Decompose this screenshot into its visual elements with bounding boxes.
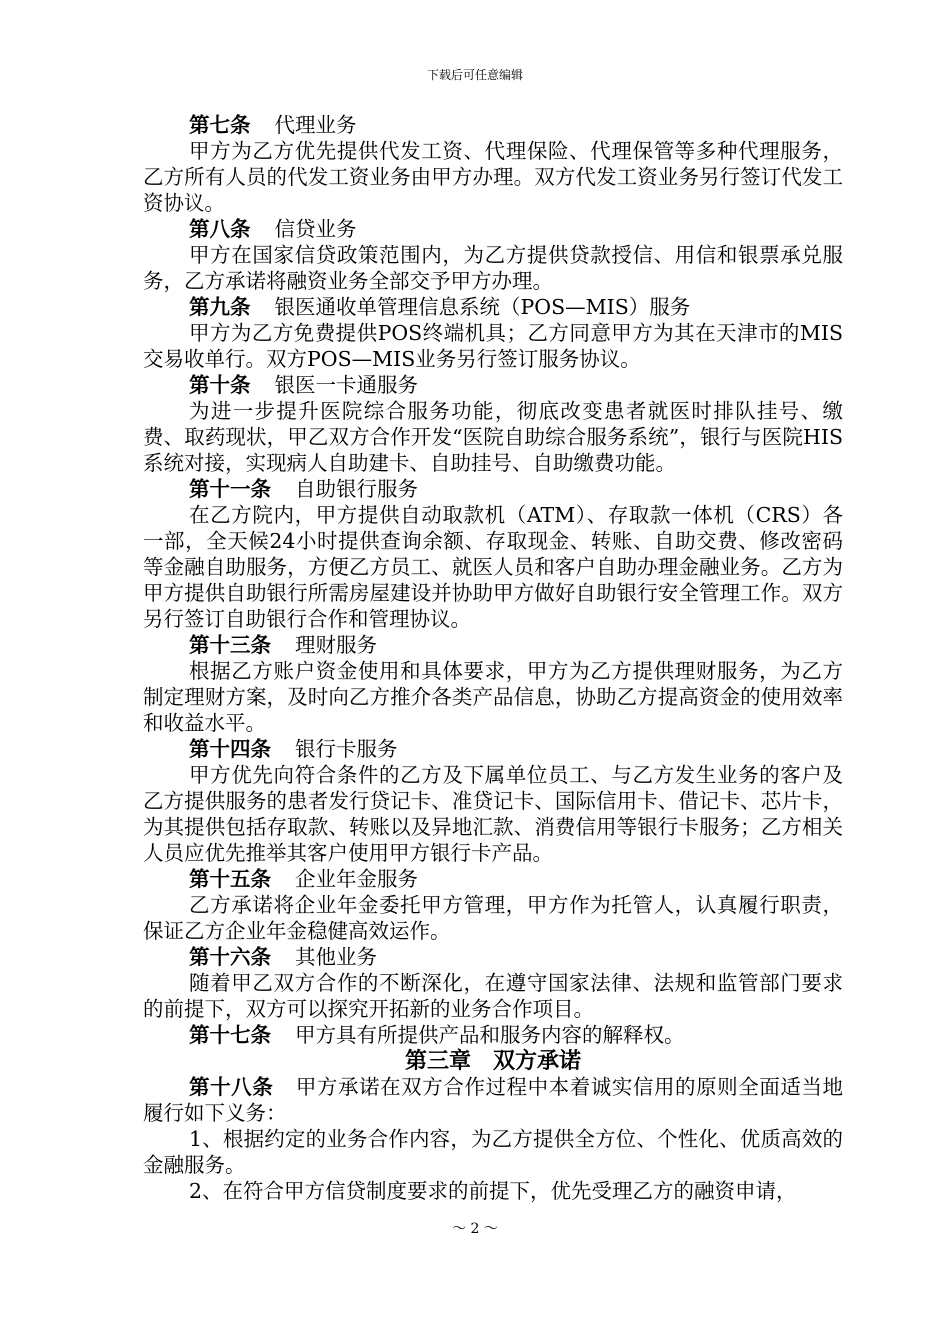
article-body: 乙方承诺将企业年金委托甲方管理，甲方作为托管人，认真履行职责，保证乙方企业年金稳健高效运作。 — [143, 893, 843, 943]
article-body: 为进一步提升医院综合服务功能，彻底改变患者就医时排队挂号、缴费、取药现状，甲乙双方合作开发“医院自助综合服务系统”，银行与医院HIS系统对接，实现病人自助建卡、自助挂号、自助缴费功能。 — [143, 399, 843, 475]
article-body: 甲方为乙方优先提供代发工资、代理保险、代理保管等多种代理服务，乙方所有人员的代发工资业务由甲方办理。双方代发工资业务另行签订代发工资协议。 — [143, 139, 843, 215]
article-heading: 第十四条 银行卡服务 — [189, 737, 398, 761]
page-header: 下载后可任意编辑 — [426, 68, 523, 82]
article-body: 甲方为乙方免费提供POS终端机具；乙方同意甲方为其在天津市的MIS交易收单行。双方POS—MIS业务另行签订服务协议。 — [143, 321, 843, 371]
article-heading: 第十七条 甲方具有所提供产品和服务内容的解释权。 — [189, 1023, 685, 1047]
chapter-title: 第三章 双方承诺 — [404, 1048, 582, 1074]
page-number: ～ 2 ～ — [452, 1221, 498, 1237]
article-body: 甲方在国家信贷政策范围内，为乙方提供贷款授信、用信和银票承兑服务，乙方承诺将融资业务全部交予甲方办理。 — [143, 243, 843, 293]
obligation-item: 1、根据约定的业务合作内容，为乙方提供全方位、个性化、优质高效的金融服务。 — [143, 1127, 843, 1177]
article-heading: 第十五条 企业年金服务 — [189, 867, 418, 891]
article-heading: 第十一条 自助银行服务 — [189, 477, 418, 501]
obligation-item: 2、在符合甲方信贷制度要求的前提下，优先受理乙方的融资申请， — [189, 1179, 797, 1203]
article-heading: 第九条 银医通收单管理信息系统（POS—MIS）服务 — [189, 295, 691, 319]
document-body — [143, 112, 843, 1204]
article-heading: 第十条 银医一卡通服务 — [189, 373, 418, 397]
article-body: 甲方优先向符合条件的乙方及下属单位员工、与乙方发生业务的客户及乙方提供服务的患者发行贷记卡、准贷记卡、国际信用卡、借记卡、芯片卡，为其提供包括存取款、转账以及异地汇款、消费信用等银行卡服务；乙方相关人员应优先推举其客户使用甲方银行卡产品。 — [143, 763, 843, 865]
article-body: 随着甲乙双方合作的不断深化，在遵守国家法律、法规和监管部门要求的前提下，双方可以探究开拓新的业务合作项目。 — [143, 971, 843, 1021]
article-heading: 第八条 信贷业务 — [189, 217, 357, 241]
article-heading: 第十三条 理财服务 — [189, 633, 377, 657]
article-18: 第十八条 甲方承诺在双方合作过程中本着诚实信用的原则全面适当地履行如下义务： — [143, 1075, 844, 1125]
article-body: 在乙方院内，甲方提供自动取款机（ATM）、存取款一体机（CRS）各一部，全天候24小时提供查询余额、存取现金、转账、自助交费、修改密码等金融自助服务，方便乙方员工、就医人员和客户自助办理金融业务。乙方为甲方提供自助银行所需房屋建设并协助甲方做好自助银行安全管理工作。双方另行签订自助银行合作和管理协议。 — [143, 503, 843, 631]
article-heading: 第十六条 其他业务 — [189, 945, 377, 969]
article-body: 根据乙方账户资金使用和具体要求，甲方为乙方提供理财服务，为乙方制定理财方案，及时向乙方推介各类产品信息，协助乙方提高资金的使用效率和收益水平。 — [143, 659, 843, 735]
article-heading: 第七条 代理业务 — [189, 113, 357, 137]
